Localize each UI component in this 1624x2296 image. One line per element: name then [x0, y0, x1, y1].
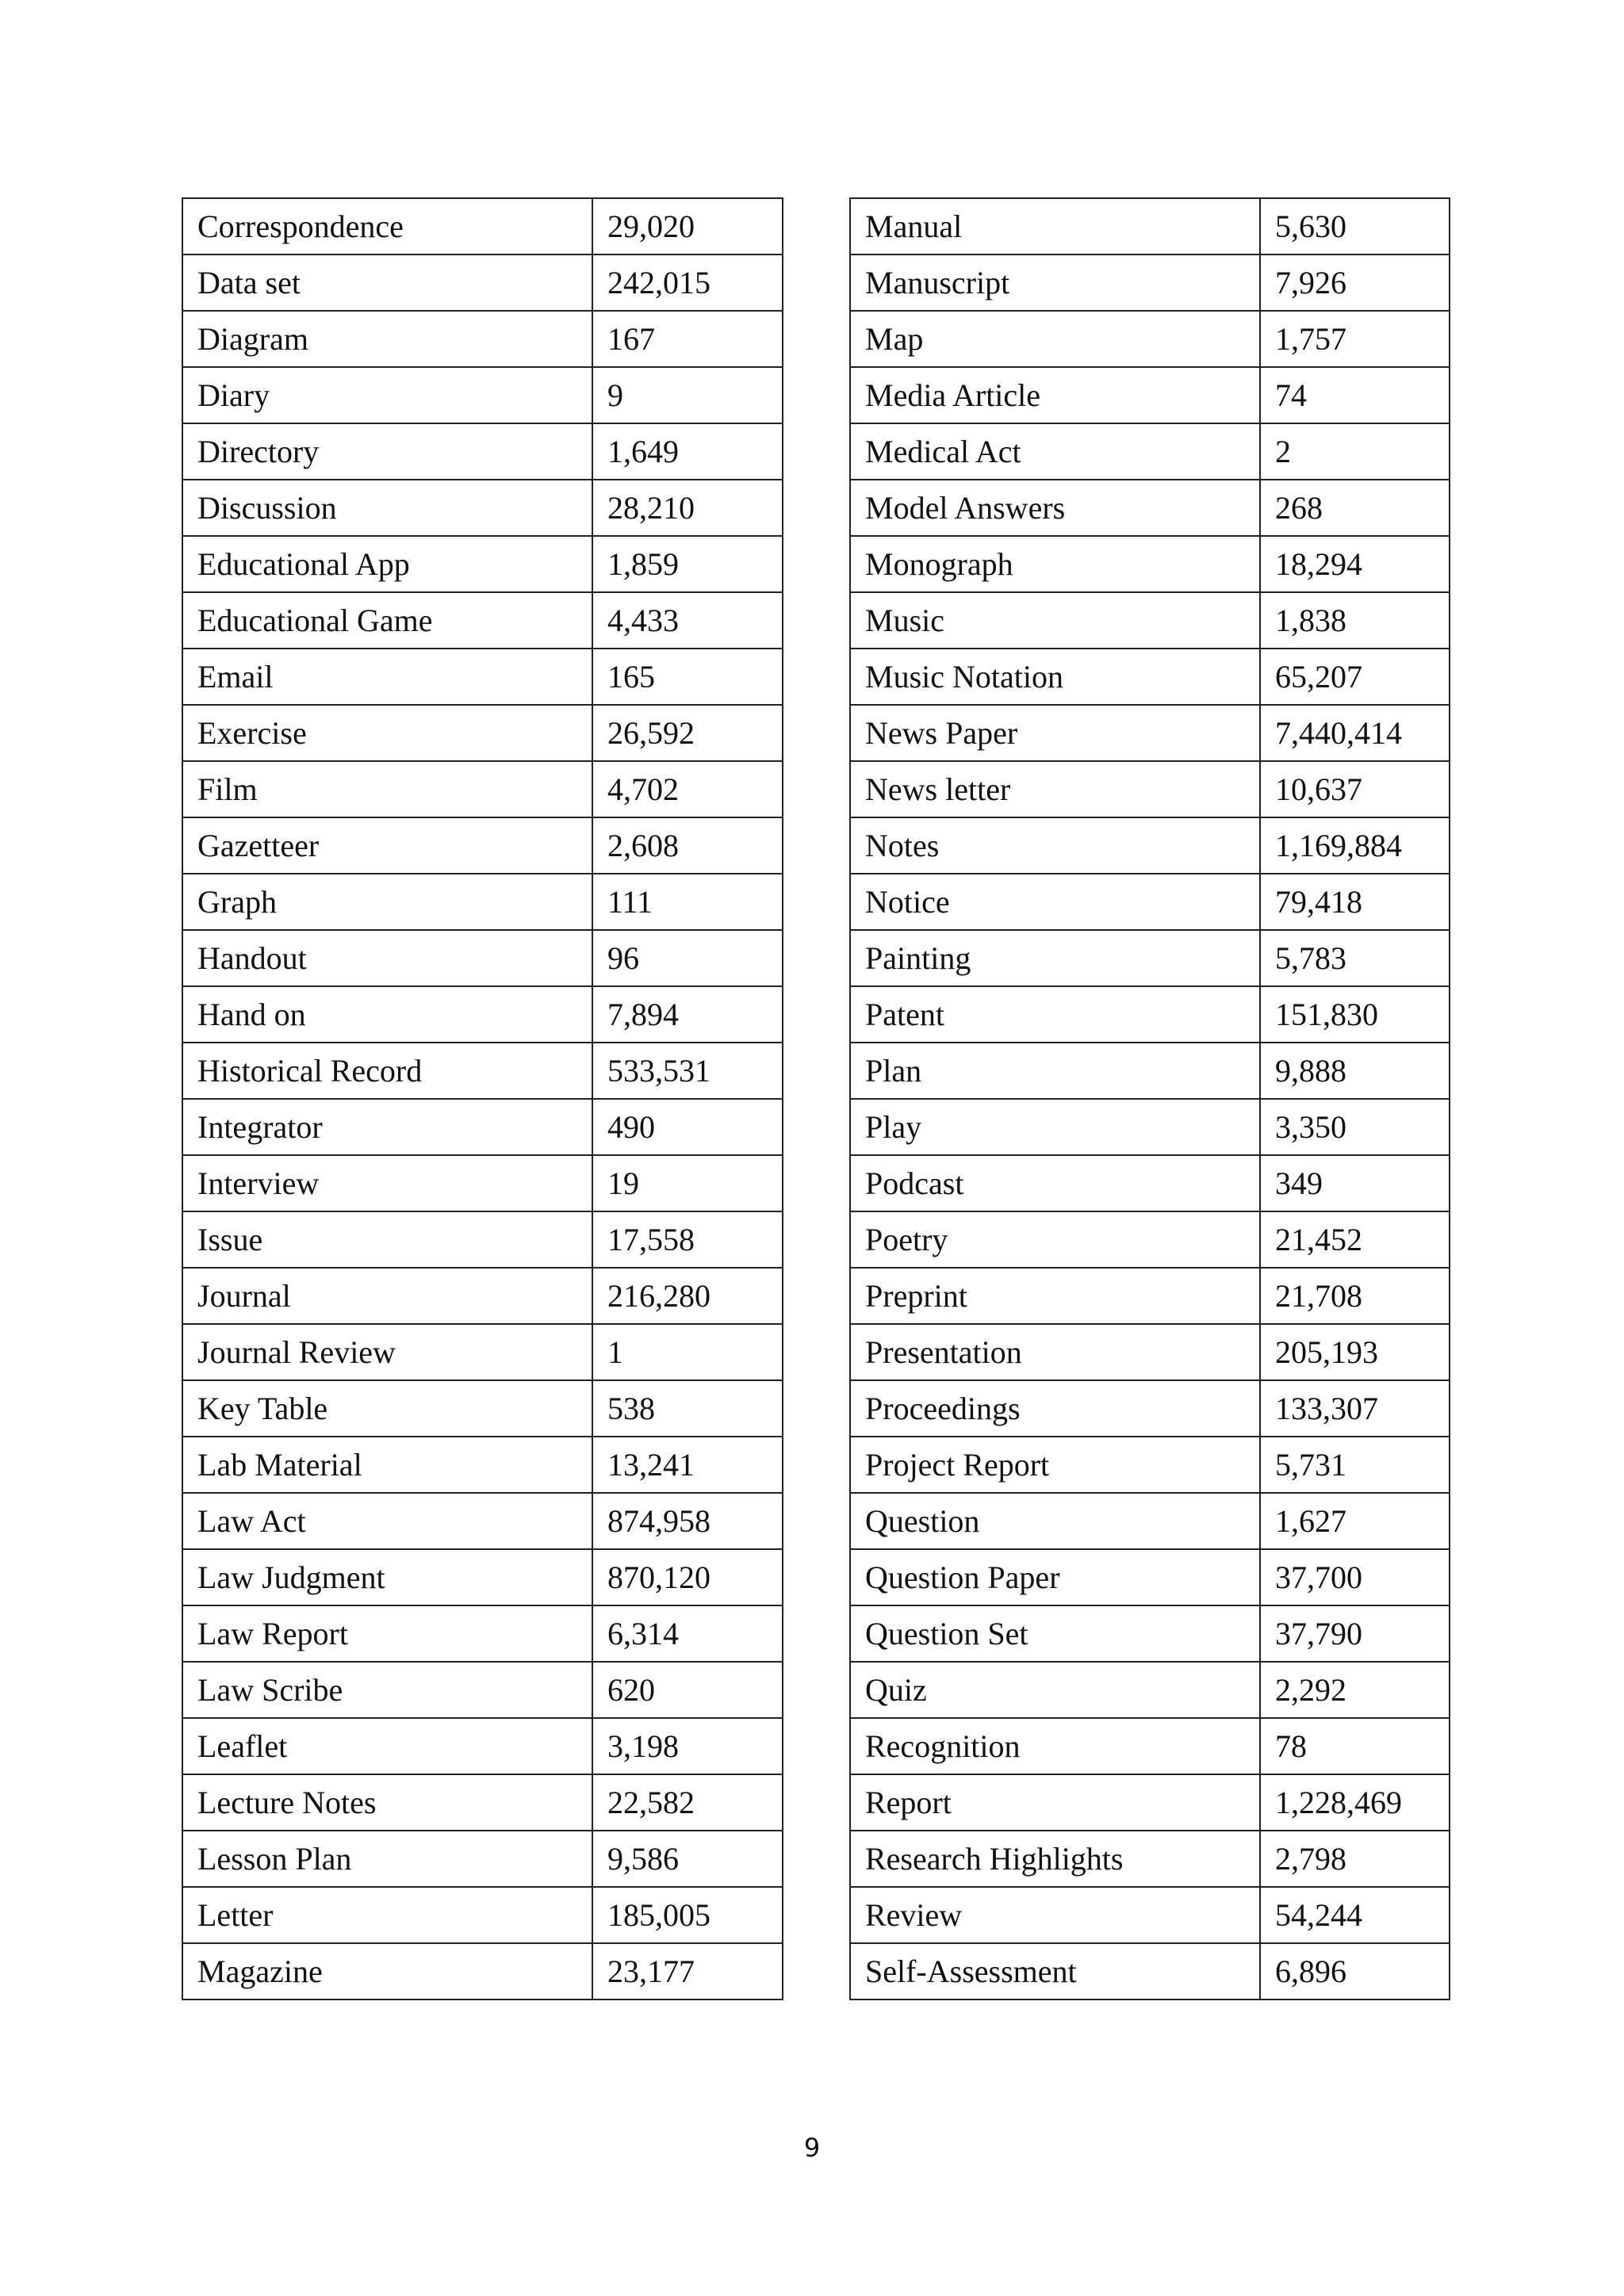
resource-count-cell: 242,015: [592, 254, 783, 311]
table-row: [182, 761, 783, 817]
table-row: [850, 198, 1450, 254]
table-row: [182, 1887, 783, 1943]
resource-count-cell: 29,020: [592, 198, 783, 254]
table-row: [850, 1943, 1450, 1999]
resource-type-cell: Diagram: [182, 311, 592, 367]
resource-count-cell: 2,608: [592, 817, 783, 874]
resource-type-cell: Project Report: [850, 1437, 1260, 1493]
resource-count-cell: 216,280: [592, 1268, 783, 1324]
table-row: [182, 1437, 783, 1493]
table-row: [182, 1324, 783, 1380]
resource-type-cell: Discussion: [182, 480, 592, 536]
resource-count-cell: 349: [1260, 1155, 1450, 1211]
table-row: [182, 817, 783, 874]
table-row: [850, 1437, 1450, 1493]
resource-type-cell: Directory: [182, 423, 592, 480]
resource-type-cell: Interview: [182, 1155, 592, 1211]
resource-count-cell: 19: [592, 1155, 783, 1211]
table-row: [850, 367, 1450, 423]
table-row: [182, 1718, 783, 1774]
resource-count-cell: 3,350: [1260, 1099, 1450, 1155]
resource-type-cell: Monograph: [850, 536, 1260, 592]
table-row: [182, 1774, 783, 1831]
resource-count-cell: 23,177: [592, 1943, 783, 1999]
resource-type-cell: Handout: [182, 930, 592, 986]
resource-type-cell: Law Scribe: [182, 1662, 592, 1718]
resource-type-cell: Journal Review: [182, 1324, 592, 1380]
table-row: [182, 1943, 783, 1999]
resource-type-cell: Research Highlights: [850, 1831, 1260, 1887]
resource-type-cell: Issue: [182, 1211, 592, 1268]
table-row: [182, 986, 783, 1043]
resource-count-cell: 28,210: [592, 480, 783, 536]
table-row: [850, 1211, 1450, 1268]
table-row: [182, 1155, 783, 1211]
resource-count-cell: 7,926: [1260, 254, 1450, 311]
resource-type-cell: Exercise: [182, 705, 592, 761]
resource-type-cell: Notice: [850, 874, 1260, 930]
resource-type-cell: Film: [182, 761, 592, 817]
resource-type-cell: Educational Game: [182, 592, 592, 649]
resource-type-cell: Podcast: [850, 1155, 1260, 1211]
table-row: [182, 198, 783, 254]
resource-type-cell: Lab Material: [182, 1437, 592, 1493]
resource-count-cell: 3,198: [592, 1718, 783, 1774]
resource-type-cell: Report: [850, 1774, 1260, 1831]
resource-type-cell: Patent: [850, 986, 1260, 1043]
resource-count-cell: 1: [592, 1324, 783, 1380]
resource-count-cell: 54,244: [1260, 1887, 1450, 1943]
resource-count-cell: 4,702: [592, 761, 783, 817]
table-row: [182, 930, 783, 986]
table-row: [850, 649, 1450, 705]
table-row: [850, 423, 1450, 480]
resource-count-cell: 37,700: [1260, 1549, 1450, 1605]
table-row: [850, 1605, 1450, 1662]
table-row: [850, 1774, 1450, 1831]
resource-count-cell: 111: [592, 874, 783, 930]
resource-count-cell: 5,630: [1260, 198, 1450, 254]
resource-count-cell: 10,637: [1260, 761, 1450, 817]
table-row: [850, 1493, 1450, 1549]
resource-count-cell: 18,294: [1260, 536, 1450, 592]
table-row: [850, 1324, 1450, 1380]
resource-count-cell: 1,649: [592, 423, 783, 480]
resource-count-cell: 7,894: [592, 986, 783, 1043]
resource-type-cell: Diary: [182, 367, 592, 423]
table-row: [182, 1662, 783, 1718]
table-row: [850, 1043, 1450, 1099]
table-row: [850, 705, 1450, 761]
resource-type-cell: Hand on: [182, 986, 592, 1043]
resource-count-cell: 185,005: [592, 1887, 783, 1943]
resource-count-cell: 4,433: [592, 592, 783, 649]
table-row: [182, 1493, 783, 1549]
table-row: [850, 1662, 1450, 1718]
resource-type-cell: Model Answers: [850, 480, 1260, 536]
table-row: [182, 649, 783, 705]
resource-count-cell: 37,790: [1260, 1605, 1450, 1662]
resource-count-cell: 9,888: [1260, 1043, 1450, 1099]
resource-type-cell: Presentation: [850, 1324, 1260, 1380]
table-row: [182, 1211, 783, 1268]
resource-count-cell: 205,193: [1260, 1324, 1450, 1380]
resource-count-cell: 74: [1260, 367, 1450, 423]
resource-count-cell: 1,627: [1260, 1493, 1450, 1549]
table-row: [850, 817, 1450, 874]
table-row: [850, 254, 1450, 311]
table-row: [182, 480, 783, 536]
resource-type-cell: Graph: [182, 874, 592, 930]
resource-count-cell: 17,558: [592, 1211, 783, 1268]
table-row: [182, 536, 783, 592]
resource-count-cell: 165: [592, 649, 783, 705]
resource-count-cell: 9: [592, 367, 783, 423]
table-row: [182, 1605, 783, 1662]
resource-count-cell: 2,292: [1260, 1662, 1450, 1718]
resource-type-cell: Plan: [850, 1043, 1260, 1099]
table-row: [850, 874, 1450, 930]
resource-type-cell: Review: [850, 1887, 1260, 1943]
resource-count-cell: 13,241: [592, 1437, 783, 1493]
resource-type-cell: Medical Act: [850, 423, 1260, 480]
table-row: [182, 423, 783, 480]
table-row: [182, 1831, 783, 1887]
resource-type-cell: Key Table: [182, 1380, 592, 1437]
resource-type-cell: Letter: [182, 1887, 592, 1943]
resource-count-cell: 5,783: [1260, 930, 1450, 986]
resource-type-cell: Lesson Plan: [182, 1831, 592, 1887]
resource-count-cell: 65,207: [1260, 649, 1450, 705]
resource-count-cell: 6,896: [1260, 1943, 1450, 1999]
resource-type-cell: Journal: [182, 1268, 592, 1324]
resource-type-cell: Correspondence: [182, 198, 592, 254]
resource-count-cell: 268: [1260, 480, 1450, 536]
resource-count-cell: 79,418: [1260, 874, 1450, 930]
resource-type-cell: Magazine: [182, 1943, 592, 1999]
resource-type-cell: Gazetteer: [182, 817, 592, 874]
resource-type-cell: Music: [850, 592, 1260, 649]
resource-count-cell: 1,859: [592, 536, 783, 592]
table-row: [850, 1155, 1450, 1211]
resource-type-cell: Law Judgment: [182, 1549, 592, 1605]
table-row: [182, 1549, 783, 1605]
resource-type-cell: Notes: [850, 817, 1260, 874]
resource-type-cell: Painting: [850, 930, 1260, 986]
resource-type-cell: Manuscript: [850, 254, 1260, 311]
resource-type-cell: Law Report: [182, 1605, 592, 1662]
table-row: [850, 1549, 1450, 1605]
table-row: [850, 1099, 1450, 1155]
table-row: [182, 705, 783, 761]
resource-type-cell: Play: [850, 1099, 1260, 1155]
resource-count-cell: 2,798: [1260, 1831, 1450, 1887]
resource-count-cell: 21,452: [1260, 1211, 1450, 1268]
table-row: [850, 986, 1450, 1043]
resource-count-cell: 2: [1260, 423, 1450, 480]
resource-count-cell: 1,228,469: [1260, 1774, 1450, 1831]
resource-count-cell: 78: [1260, 1718, 1450, 1774]
table-row: [850, 1831, 1450, 1887]
table-row: [182, 1043, 783, 1099]
resource-type-table-left: [182, 197, 783, 2000]
table-row: [850, 480, 1450, 536]
table-row: [850, 536, 1450, 592]
table-row: [850, 311, 1450, 367]
resource-type-cell: Lecture Notes: [182, 1774, 592, 1831]
resource-type-cell: Question Set: [850, 1605, 1260, 1662]
table-body-left: [182, 198, 783, 1999]
resource-count-cell: 21,708: [1260, 1268, 1450, 1324]
resource-type-cell: Law Act: [182, 1493, 592, 1549]
table-row: [850, 1887, 1450, 1943]
resource-count-cell: 533,531: [592, 1043, 783, 1099]
table-row: [182, 254, 783, 311]
resource-type-cell: Proceedings: [850, 1380, 1260, 1437]
resource-type-cell: Recognition: [850, 1718, 1260, 1774]
resource-count-cell: 167: [592, 311, 783, 367]
resource-count-cell: 490: [592, 1099, 783, 1155]
resource-count-cell: 133,307: [1260, 1380, 1450, 1437]
resource-type-cell: Leaflet: [182, 1718, 592, 1774]
table-row: [182, 1380, 783, 1437]
table-row: [182, 367, 783, 423]
table-row: [850, 930, 1450, 986]
table-row: [182, 311, 783, 367]
table-body-right: [850, 198, 1450, 1999]
resource-count-cell: 620: [592, 1662, 783, 1718]
resource-count-cell: 1,838: [1260, 592, 1450, 649]
resource-count-cell: 538: [592, 1380, 783, 1437]
resource-count-cell: 9,586: [592, 1831, 783, 1887]
resource-type-cell: Preprint: [850, 1268, 1260, 1324]
resource-count-cell: 870,120: [592, 1549, 783, 1605]
resource-type-cell: Manual: [850, 198, 1260, 254]
resource-count-cell: 26,592: [592, 705, 783, 761]
resource-count-cell: 7,440,414: [1260, 705, 1450, 761]
resource-type-cell: Self-Assessment: [850, 1943, 1260, 1999]
resource-type-cell: Email: [182, 649, 592, 705]
resource-count-cell: 96: [592, 930, 783, 986]
resource-count-cell: 5,731: [1260, 1437, 1450, 1493]
resource-count-cell: 1,757: [1260, 311, 1450, 367]
resource-type-cell: Educational App: [182, 536, 592, 592]
resource-type-cell: Poetry: [850, 1211, 1260, 1268]
resource-type-cell: Historical Record: [182, 1043, 592, 1099]
resource-count-cell: 6,314: [592, 1605, 783, 1662]
table-row: [850, 761, 1450, 817]
resource-count-cell: 1,169,884: [1260, 817, 1450, 874]
resource-type-cell: Question Paper: [850, 1549, 1260, 1605]
table-row: [850, 592, 1450, 649]
resource-type-cell: Question: [850, 1493, 1260, 1549]
resource-type-cell: Media Article: [850, 367, 1260, 423]
table-row: [182, 1099, 783, 1155]
resource-type-cell: Music Notation: [850, 649, 1260, 705]
resource-count-cell: 874,958: [592, 1493, 783, 1549]
resource-type-cell: Map: [850, 311, 1260, 367]
table-row: [850, 1380, 1450, 1437]
resource-type-table-right: [849, 197, 1450, 2000]
table-row: [182, 874, 783, 930]
resource-type-cell: News letter: [850, 761, 1260, 817]
resource-type-cell: Integrator: [182, 1099, 592, 1155]
table-row: [182, 592, 783, 649]
resource-type-cell: News Paper: [850, 705, 1260, 761]
resource-type-cell: Data set: [182, 254, 592, 311]
table-row: [850, 1718, 1450, 1774]
resource-count-cell: 151,830: [1260, 986, 1450, 1043]
resource-type-cell: Quiz: [850, 1662, 1260, 1718]
table-row: [850, 1268, 1450, 1324]
resource-count-cell: 22,582: [592, 1774, 783, 1831]
table-row: [182, 1268, 783, 1324]
page-number: 9: [803, 2133, 821, 2163]
